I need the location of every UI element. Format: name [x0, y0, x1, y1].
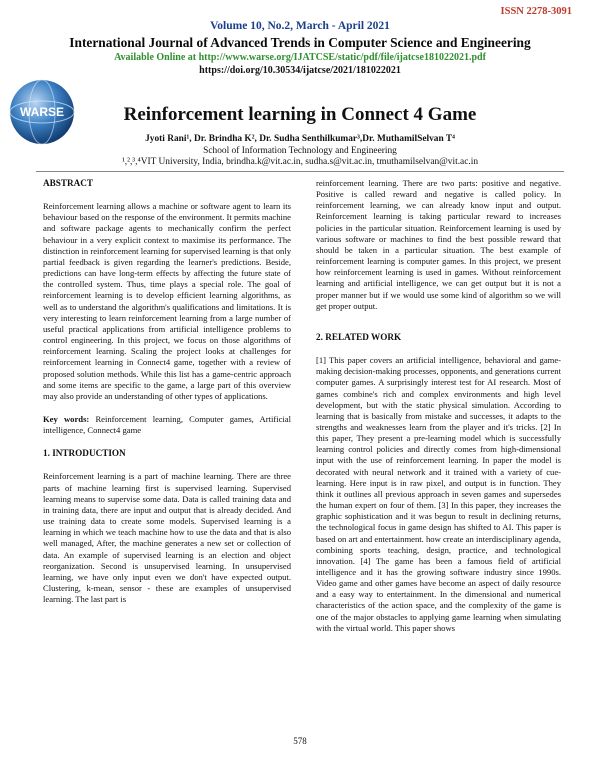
doi-link[interactable]: https://doi.org/10.30534/ijatcse/2021/181022021 [199, 65, 401, 76]
paper-title: Reinforcement learning in Connect 4 Game [123, 104, 477, 125]
journal-title: International Journal of Advanced Trends in Computer Science and Engineering [69, 35, 531, 50]
introduction-text: Reinforcement learning is a part of machine learning. There are three parts of machine learning first is supervised learning. Supervised learning means to supervise some data. Data is called training data and in training data, there are input and output that is already decided. And use training data to create some models. Supervised learning is a learning in which we teach machine how to use the data and that is also well managed, After, the machine generates a new set or collection of data. An example of supervised learning is an election and object reorganization. Second is unsupervised learning. In unsupervised learning, we have only input even we don't have expected output. Clustering, k-mean, sensor - these are examples of unsupervised learning. The last part is [43, 471, 291, 605]
keywords-value: Reinforcement learning, Computer games, Artificial intelligence, Connect4 game [43, 413, 292, 436]
keywords-label: Key words: [43, 413, 90, 424]
introduction-heading: 1. INTRODUCTION [43, 448, 126, 459]
page-number: 578 [293, 736, 307, 746]
logo-text: WARSE [19, 105, 65, 119]
left-column [43, 178, 291, 605]
related-work-text: [1] This paper covers an artificial intelligence, behavioral and game-making decision-making processes, opponents, and generations current computer games. A surprisingly interest test for AI research. Most of games combine's rich and complex environments and high level development, but with the static physical simulation. According to learning that is basically from mistake and successes, it adapts to the strengths and weaknesses learn from the player and it's tricks. [2] In this paper, They present a pre-learning model which is successfully learning control policies and directly comes from high-dimensional input with the use of reinforcement learning. In paper the model is decorated with neural network and it trained with a variety of cue-learning. Here input is in raw pixel, and output is in function. They think it outlines all previous approach in seven games and supersedes the human expert on four of them. [3] In this paper, they increases the graphic sophistication and it was begun to result in declining returns, the technological focus in game design has shifted to AI. This paper is based on art and entertainment. how create an interdisciplinary agenda, combining sports teaching, design, practice, and technological innovation. [4] The game has been a famous field of artificial intelligence and it has the growing software industry since 1990s. Video game and other games have become an aspect of daily resource and a easy way to entertainment. In the dimensional and numerical characteristics of the action space, and the complexity of the game is one of the major obstacles to applying game learning when simulating with the virtual world. This paper shows [316, 355, 561, 633]
affiliation-emails: ¹,²,³,⁴VIT University, India, brindha.k@vit.ac.in, sudha.s@vit.ac.in, tmuthamilselvan@vit.ac.in [121, 157, 479, 167]
online-url[interactable]: Available Online at http://www.warse.org/IJATCSE/static/pdf/file/ijatcse181022021.pdf [114, 52, 486, 63]
abstract-text: Reinforcement learning allows a machine or software agent to learn its behaviour based on the response of the environment. It permits machine and software package agents to mechanically confirm the perfect behaviour in a very explicit context to maximise its performance. The distinction in reinforcement learning for supervised learning is that only partial feedback is given regarding the learner's predictions. Beside, predictions can have long-term effects by affecting the future state of the controlled system. Thus, time plays a special role. The goal of reinforcement learning is to develop efficient learning algorithms, as well as to understand the algorithm's qualifications and limitations. It is very interesting to learn reinforcement learning from a large number of useful practical applications from artificial intelligence problems to control engineering. In this project, we focus on those algorithms of reinforcement learning. Scaling the project looks at challenges for reinforcement learning in Connect4 game, together with a review of proposed solution methods. While this list has a game-centric approach and some items are specific to the game, a large part of this overview may also provide an understanding of other types of applications. [43, 201, 291, 401]
abstract-heading: ABSTRACT [43, 178, 94, 188]
volume-issue: Volume 10, No.2, March - April 2021 [210, 20, 390, 32]
issn-label: ISSN 2278-3091 [500, 6, 572, 17]
header-divider [36, 171, 564, 172]
related-work-heading: 2. RELATED WORK [316, 331, 402, 342]
introduction-continued-text: reinforcement learning. There are two parts: positive and negative. Positive is called reward and negative is called policy. In reinforcement learning, we can already know input and output. Reinforcement learning is taking particular reward to increases policies in the particular situation. Reinforcement learning is used by various software or machines to find the best possible reward that should be taken in a particular situation. The best example of reinforcement learning is computer games. In this project, we present how reinforcement learning is used in games. Without reinforcement learning and artificial intelligence, we can get output but it is not a proper manner but if we would use some kind of algorithm so we will get proper output. [316, 178, 561, 311]
school-name: School of Information Technology and Engineering [203, 146, 397, 156]
keywords [43, 414, 291, 436]
author-list: Jyoti Rani¹, Dr. Brindha K², Dr. Sudha Senthilkumar³,Dr. MuthamilSelvan T⁴ [145, 134, 455, 144]
right-column [316, 178, 561, 634]
